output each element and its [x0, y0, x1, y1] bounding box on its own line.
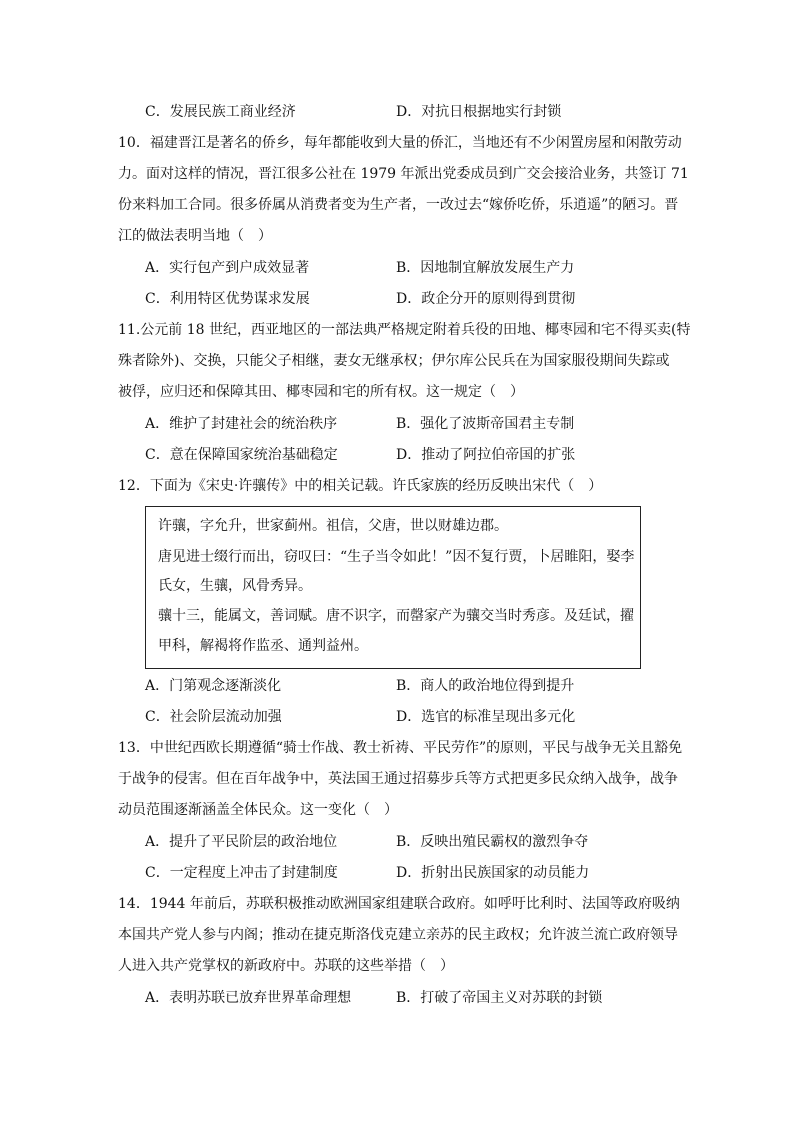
q12-source-line-4: 骧十三，能属文，善词赋。唐不识字，而罄家产为骧交当时秀彦。及廷试，擢	[158, 608, 634, 624]
q9-option-c: C．发展民族工商业经济	[145, 104, 296, 120]
q12-source-box	[145, 506, 641, 669]
q13-stem-line-1: 13．中世纪西欧长期遵循“骑士作战、教士祈祷、平民劳作”的原则，平民与战争无关且豁免	[118, 740, 683, 756]
q11-stem-line-2: 殊者除外)、交换，只能父子相继，妻女无继承权；伊尔库公民兵在为国家服役期间失踪或	[118, 353, 670, 369]
q10-stem-line-4: 江的做法表明当地（ ）	[118, 228, 272, 244]
q13-stem-line-3: 动员范围逐渐涵盖全体民众。这一变化（ ）	[118, 802, 398, 818]
q10-option-b: B．因地制宜解放发展生产力	[396, 260, 575, 276]
q12-source-line-1: 许骧，字允升，世家蓟州。祖信，父唐，世以财雄边郡。	[158, 518, 508, 534]
q14-stem-line-3: 人进入共产党掌权的新政府中。苏联的这些举措（ ）	[118, 958, 454, 974]
q10-option-a: A．实行包产到户成效显著	[145, 260, 310, 276]
q11-option-b: B．强化了波斯帝国君主专制	[396, 416, 575, 432]
q13-stem-line-2: 于战争的侵害。但在百年战争中，英法国王通过招募步兵等方式把更多民众纳入战争，战争	[118, 771, 678, 787]
q12-source-line-3: 氏女，生骧，风骨秀异。	[158, 578, 312, 594]
q12-option-c: C．社会阶层流动加强	[145, 709, 282, 725]
q11-option-d: D．推动了阿拉伯帝国的扩张	[396, 447, 576, 463]
q12-stem: 12．下面为《宋史·许骧传》中的相关记载。许氏家族的经历反映出宋代（ ）	[118, 478, 603, 494]
q13-option-d: D．折射出民族国家的动员能力	[396, 865, 590, 881]
q10-stem-line-1: 10．福建晋江是著名的侨乡，每年都能收到大量的侨汇，当地还有不少闲置房屋和闲散劳动	[118, 135, 682, 151]
q13-option-c: C．一定程度上冲击了封建制度	[145, 865, 338, 881]
q11-option-a: A．维护了封建社会的统治秩序	[145, 416, 338, 432]
q12-option-a: A．门第观念逐渐淡化	[145, 678, 282, 694]
q10-stem-line-3: 份来料加工合同。很多侨属从消费者变为生产者，一改过去“嫁侨吃侨，乐逍遥”的陋习。晋	[118, 197, 679, 213]
q11-stem-line-1: 11.公元前 18 世纪，西亚地区的一部法典严格规定附着兵役的田地、椰枣园和宅不得买卖(特	[118, 322, 691, 338]
q10-option-c: C．利用特区优势谋求发展	[145, 291, 310, 307]
q12-source-line-5: 甲科，解褐将作监丞、通判益州。	[158, 638, 368, 654]
q10-stem-line-2: 力。面对这样的情况，晋江很多公社在 1979 年派出党委成员到广交会接洽业务，共签订 71	[118, 166, 689, 182]
q14-stem-line-2: 本国共产党人参与内阁；推动在捷克斯洛伐克建立亲苏的民主政权；允许波兰流亡政府领导	[118, 927, 678, 943]
q13-option-b: B．反映出殖民霸权的激烈争夺	[396, 834, 589, 850]
q9-option-d: D．对抗日根据地实行封锁	[396, 104, 562, 120]
q12-option-b: B．商人的政治地位得到提升	[396, 678, 575, 694]
q14-stem-line-1: 14．1944 年前后，苏联积极推动欧洲国家组建联合政府。如呼吁比利时、法国等政府吸纳	[118, 896, 680, 912]
q13-option-a: A．提升了平民阶层的政治地位	[145, 834, 338, 850]
q11-option-c: C．意在保障国家统治基础稳定	[145, 447, 338, 463]
q12-option-d: D．选官的标准呈现出多元化	[396, 709, 576, 725]
q14-option-a: A．表明苏联已放弃世界革命理想	[145, 990, 352, 1006]
q12-source-line-2: 唐见进士缀行而出，窃叹曰：“生子当令如此！”因不复行贾，卜居睢阳，娶李	[158, 549, 635, 565]
q14-option-b: B．打破了帝国主义对苏联的封锁	[396, 990, 603, 1006]
q11-stem-line-3: 被俘，应归还和保障其田、椰枣园和宅的所有权。这一规定（ ）	[118, 384, 524, 400]
q10-option-d: D．政企分开的原则得到贯彻	[396, 291, 576, 307]
